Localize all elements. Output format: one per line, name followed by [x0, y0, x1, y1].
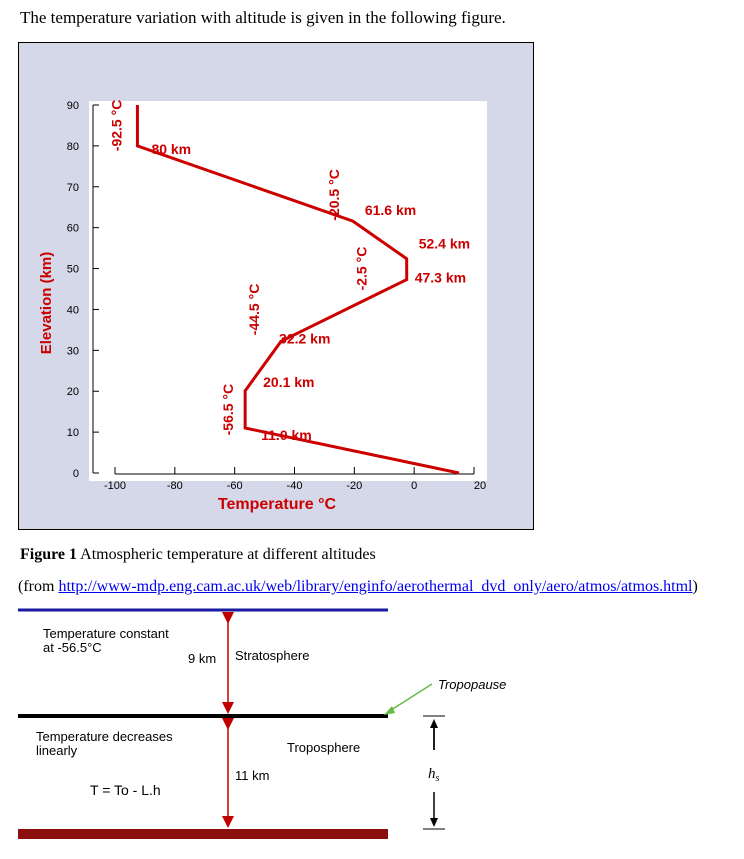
atmosphere-layers-diagram	[0, 600, 744, 854]
x-tick-label: 0	[411, 480, 418, 492]
y-tick-label: 50	[66, 263, 79, 276]
hs-subscript: s	[435, 773, 440, 784]
figure-caption-text: Atmospheric temperature at different altitudes	[77, 546, 376, 563]
temperature-altitude-chart	[19, 43, 533, 529]
strat-height-label: 9 km	[188, 651, 217, 666]
figure-caption	[20, 546, 376, 564]
y-tick-label: 40	[66, 304, 79, 317]
x-tick-label: -20	[346, 480, 363, 492]
stratosphere-label: Stratosphere	[235, 648, 310, 663]
x-axis-label: Temperature °C	[217, 496, 337, 513]
y-axis-label: Elevation (km)	[38, 251, 55, 355]
x-tick-label: -100	[103, 480, 127, 492]
temperature-label: -20.5 °C	[325, 169, 342, 221]
y-tick-label: 90	[66, 100, 79, 112]
source-suffix: )	[692, 578, 698, 595]
trop-note-line1: Temperature decreases	[36, 729, 173, 744]
y-tick-label: 80	[66, 140, 79, 153]
trop-note-line2: linearly	[36, 743, 78, 758]
trop-height-label: 11 km	[235, 768, 270, 783]
hs-arrow-down	[430, 818, 438, 827]
y-tick-label: 10	[66, 427, 79, 440]
y-tick-label: 60	[66, 222, 79, 235]
altitude-label: 47.3 km	[414, 269, 467, 286]
altitude-label: 11.0 km	[261, 427, 312, 444]
strat-note-line2: at -56.5°C	[43, 640, 102, 655]
source-prefix: (from	[18, 578, 59, 595]
altitude-label: 52.4 km	[418, 235, 471, 252]
troposphere-label: Troposphere	[287, 740, 361, 755]
altitude-label: 20.1 km	[263, 373, 315, 390]
x-tick-label: 20	[473, 480, 487, 492]
source-link[interactable]: http://www-mdp.eng.cam.ac.uk/web/library/enginfo/aerothermal_dvd_only/aero/atmos/atmos.html	[58, 578, 693, 595]
x-tick-label: -60	[226, 480, 243, 492]
tropopause-label: Tropopause	[438, 677, 507, 692]
y-tick-label: 0	[72, 468, 79, 480]
x-tick-label: -40	[286, 480, 303, 492]
lapse-equation: T = To - L.h	[90, 782, 161, 798]
hs-label: $h_s$	[428, 766, 440, 784]
tropopause-pointer	[388, 684, 432, 712]
intro-text: The temperature variation with altitude is given in the following figure.	[20, 8, 506, 27]
figure-source	[18, 578, 698, 596]
y-tick-label: 20	[66, 386, 79, 399]
altitude-label: 61.6 km	[364, 202, 417, 219]
x-tick-label: -80	[166, 480, 183, 492]
plot-area	[89, 101, 487, 481]
y-tick-label: 30	[66, 345, 79, 358]
temperature-label: -92.5 °C	[108, 99, 125, 152]
altitude-label: 32.2 km	[279, 330, 331, 347]
temperature-label: -44.5 °C	[246, 283, 263, 336]
figure-caption-label: Figure 1	[20, 546, 78, 563]
y-tick-label: 70	[66, 181, 79, 194]
figure-1-frame	[18, 42, 534, 530]
temperature-label: -2.5 °C	[353, 246, 370, 291]
altitude-label: 80 km	[151, 140, 192, 157]
temperature-label: -56.5 °C	[220, 383, 237, 436]
strat-note-line1: Temperature constant	[43, 626, 169, 641]
ground-bar	[18, 829, 388, 839]
